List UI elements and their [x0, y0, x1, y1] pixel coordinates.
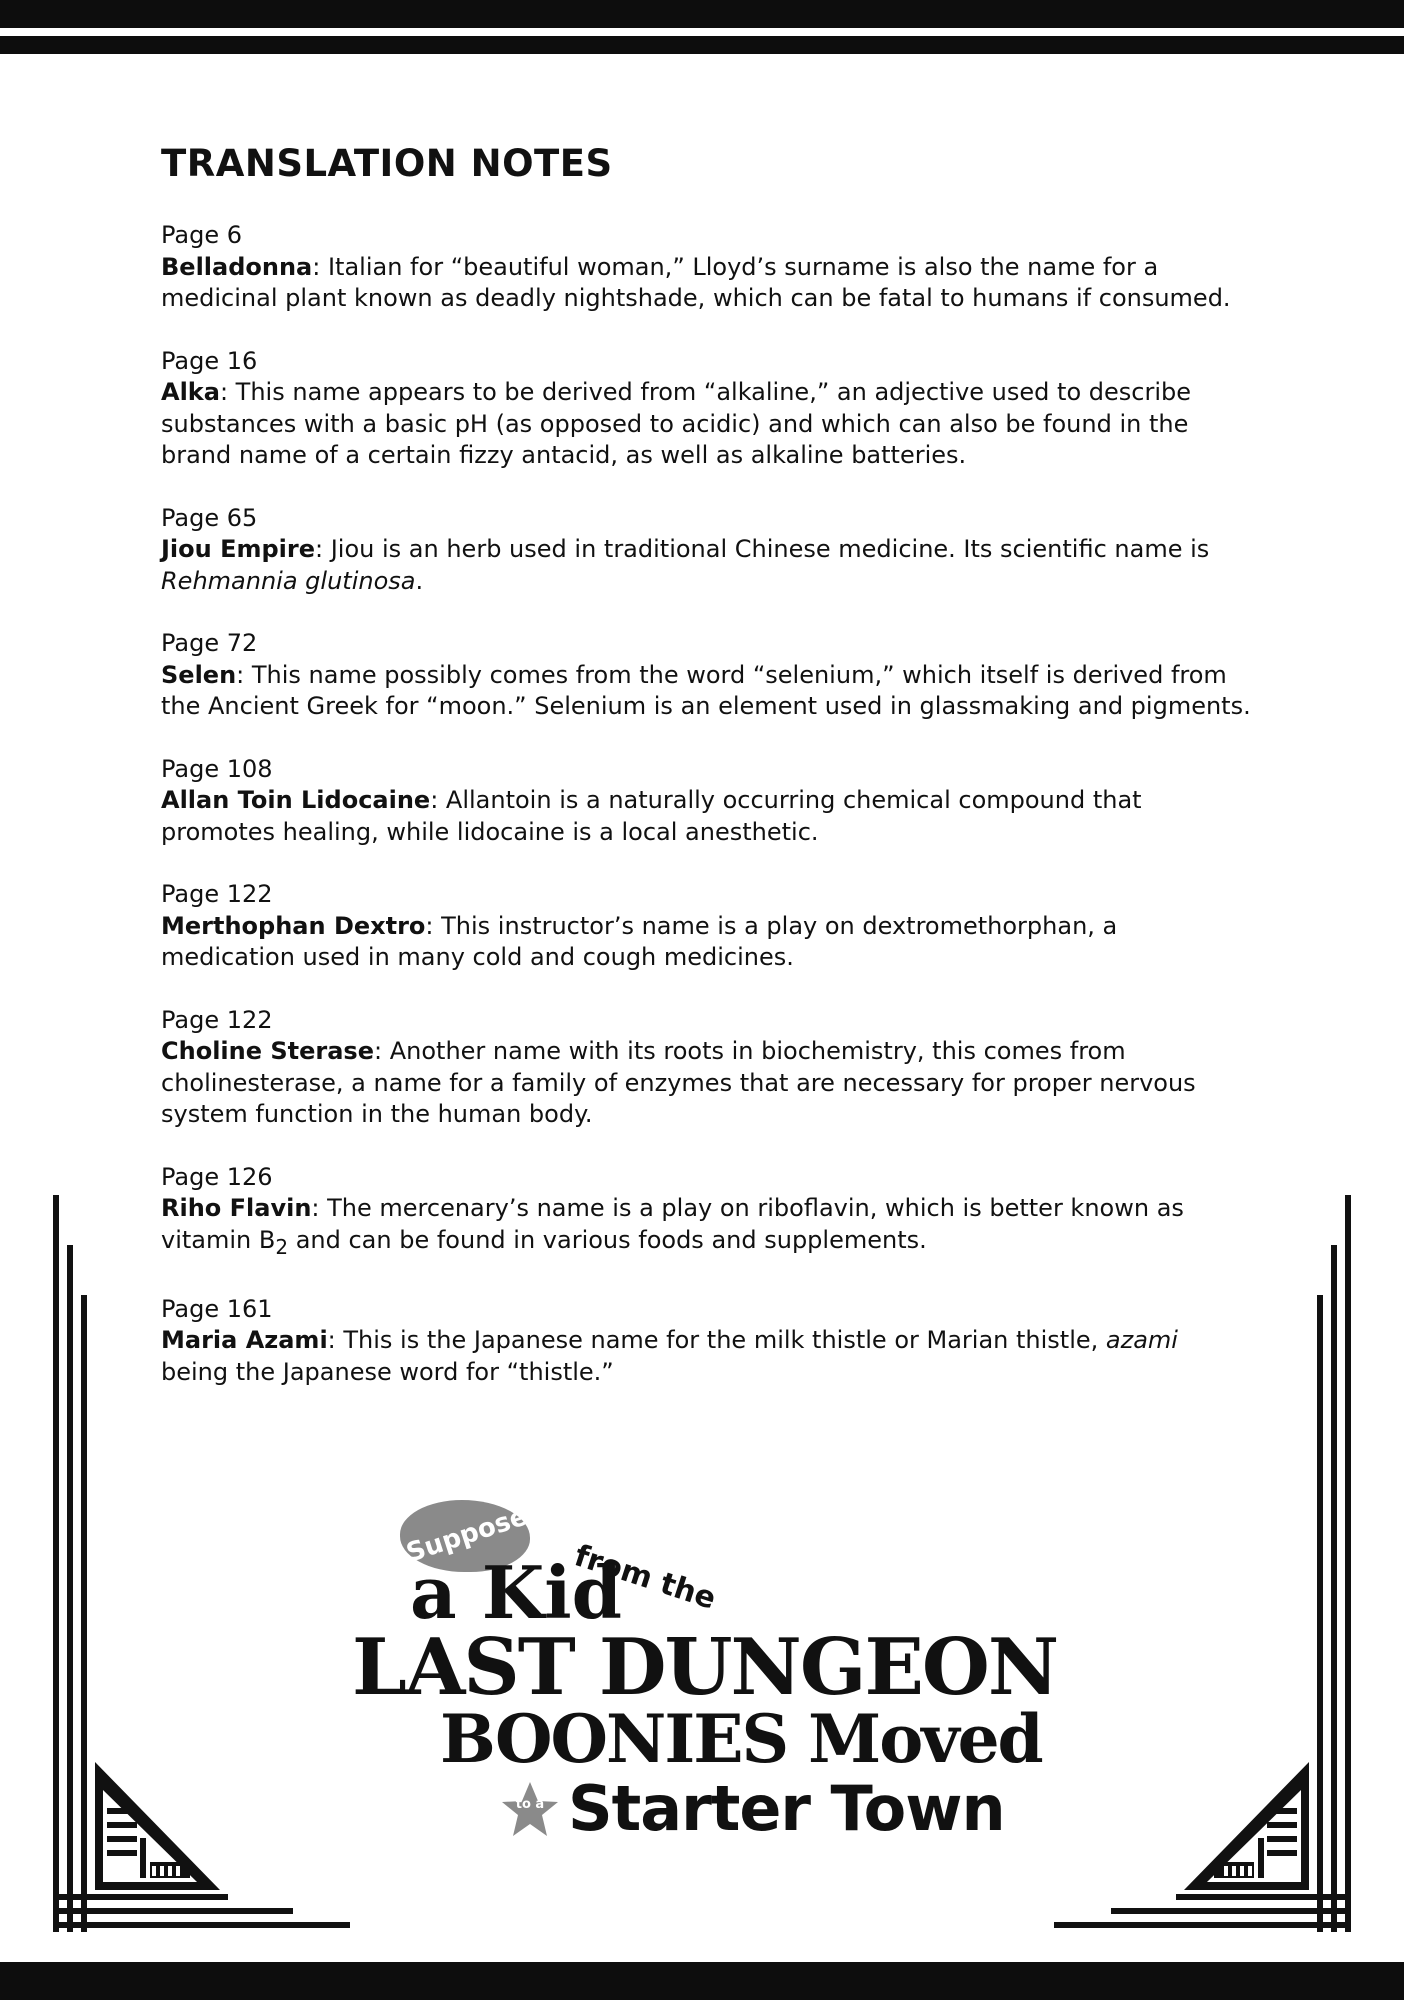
note-text: : This name possibly comes from the word “selenium,” which itself is derived from the Ancient Greek for “moon.” Selenium is an element used in glassmaking and pigments.	[161, 660, 1251, 720]
logo-to-a: to a	[515, 1797, 545, 1812]
note-text: : Another name with its roots in biochemistry, this comes from cholinesterase, a name for a family of enzymes that are necessary for proper nervous system function in the human body.	[161, 1037, 1196, 1128]
note-page-label: Page 16	[161, 346, 258, 375]
page-title: TRANSLATION NOTES	[161, 142, 613, 185]
note-term: Choline Sterase	[161, 1037, 374, 1065]
note-page-label: Page 122	[161, 880, 273, 908]
note-text-end: .	[415, 566, 424, 595]
logo-last-dungeon: LAST DUNGEON	[352, 1622, 1058, 1713]
note-italic-term: Rehmannia glutinosa	[161, 566, 416, 595]
logo-suppose: Suppose	[402, 1501, 532, 1569]
note-term: Riho Flavin	[161, 1194, 312, 1222]
bottom-border-bar	[0, 1962, 1404, 2000]
note-text-end: being the Japanese word for “thistle.”	[161, 1357, 614, 1386]
logo-from-the: from the	[570, 1538, 721, 1617]
note-page-label: Page 126	[161, 1162, 273, 1191]
note-term: Maria Azami	[161, 1326, 328, 1355]
logo-boonies-moved: BOONIES Moved	[440, 1700, 1042, 1778]
note-italic-term: azami	[1105, 1326, 1178, 1355]
note-page-label: Page 65	[161, 503, 258, 532]
logo-starter-town: Starter Town	[568, 1772, 1005, 1845]
note-text: : Italian for “beautiful woman,” Lloyd’s surname is also the name for a medicinal plant known as deadly nightshade, which can be fatal to humans if consumed.	[161, 252, 1231, 312]
note-text: : This instructor’s name is a play on dextromethorphan, a medication used in many cold and cough medicines.	[161, 911, 1118, 971]
note-subscript: 2	[275, 1234, 289, 1259]
note-text: : Allantoin is a naturally occurring chemical compound that promotes healing, while lidocaine is a local anesthetic.	[161, 786, 1142, 846]
note-term: Jiou Empire	[161, 535, 316, 563]
note-page-label: Page 122	[161, 1005, 273, 1034]
note-page-label: Page 72	[161, 629, 258, 657]
note-page-label: Page 108	[161, 754, 273, 783]
note-term: Alka	[161, 378, 220, 406]
note-text: : This is the Japanese name for the milk thistle or Marian thistle,	[327, 1326, 1106, 1355]
note-text: : Jiou is an herb used in traditional Chinese medicine. Its scientific name is	[315, 535, 1210, 563]
note-text-end: and can be found in various foods and supplements.	[288, 1225, 927, 1254]
series-logo	[340, 1480, 1060, 1860]
note-page-label: Page 161	[161, 1294, 273, 1323]
logo-a-kid: a Kid	[410, 1550, 622, 1635]
note-term: Selen	[161, 660, 237, 689]
note-term: Allan Toin Lidocaine	[161, 786, 431, 814]
note-term: Belladonna	[161, 252, 313, 281]
note-text: : This name appears to be derived from “alkaline,” an adjective used to describe substances with a basic pH (as opposed to acidic) and which can also be found in the brand name of a certain fizzy antacid, as well as alkaline batteries.	[161, 378, 1191, 469]
note-page-label: Page 6	[161, 221, 242, 249]
note-text: : The mercenary’s name is a play on riboflavin, which is better known as vitamin B	[161, 1194, 1184, 1254]
note-term: Merthophan Dextro	[161, 911, 426, 940]
